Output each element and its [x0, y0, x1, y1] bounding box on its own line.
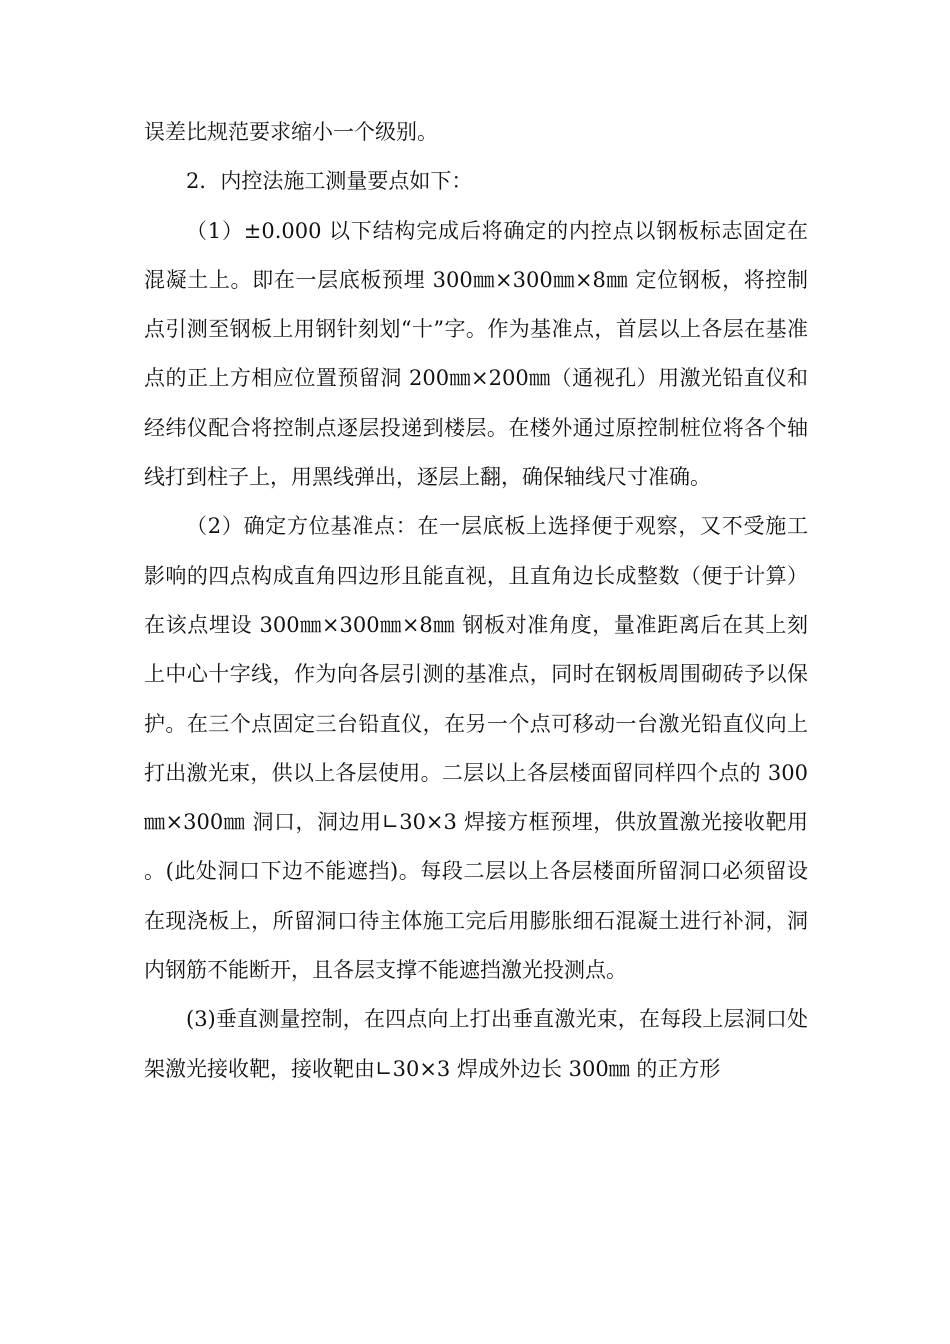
section-heading: 2．内控法施工测量要点如下： [186, 169, 473, 194]
paragraph-continuation: 误差比规范要求缩小一个级别。 [144, 120, 438, 144]
paragraph-item-1: （1）±0.000 以下结构完成后将确定的内控点以钢板标志固定在混凝土上。即在一层底板预埋 300㎜×300㎜×8㎜ 定位钢板，将控制点引测至钢板上用钢针刻划“十”字。作为基准点，首层以上各层在基准点的正上方相应位置预留洞 200㎜×200㎜（通视孔）用激光铅直仪和经纬仪配合将控制点逐层投递到楼层。在楼外通过原控制桩位将各个轴线打到柱子上，用黑线弹出，逐层上翻，确保轴线尺寸准确。 [144, 218, 808, 490]
paragraph-item-3: (3)垂直测量控制，在四点向上打出垂直激光束，在每段上层洞口处架激光接收靶，接收靶由∟30×3 焊成外边长 300㎜ 的正方形 [144, 1007, 808, 1081]
body-text [144, 108, 808, 1094]
paragraph-item-2: （2）确定方位基准点：在一层底板上选择便于观察，又不受施工影响的四点构成直角四边形且能直视，且直角边长成整数（便于计算）在该点埋设 300㎜×300㎜×8㎜ 钢板对准角度，量准距离后在其上刻上中心十字线，作为向各层引测的基准点，同时在钢板周围砌砖予以保护。在三个点固定三台铅直仪，在另一个点可移动一台激光铅直仪向上打出激光束，供以上各层使用。二层以上各层楼面留同样四个点的 300㎜×300㎜ 洞口，洞边用∟30×3 焊接方框预埋，供放置激光接收靶用。(此处洞口下边不能遮挡)。每段二层以上各层楼面所留洞口必须留设在现浇板上，所留洞口待主体施工完后用膨胀细石混凝土进行补洞，洞内钢筋不能断开，且各层支撑不能遮挡激光投测点。 [144, 514, 808, 983]
